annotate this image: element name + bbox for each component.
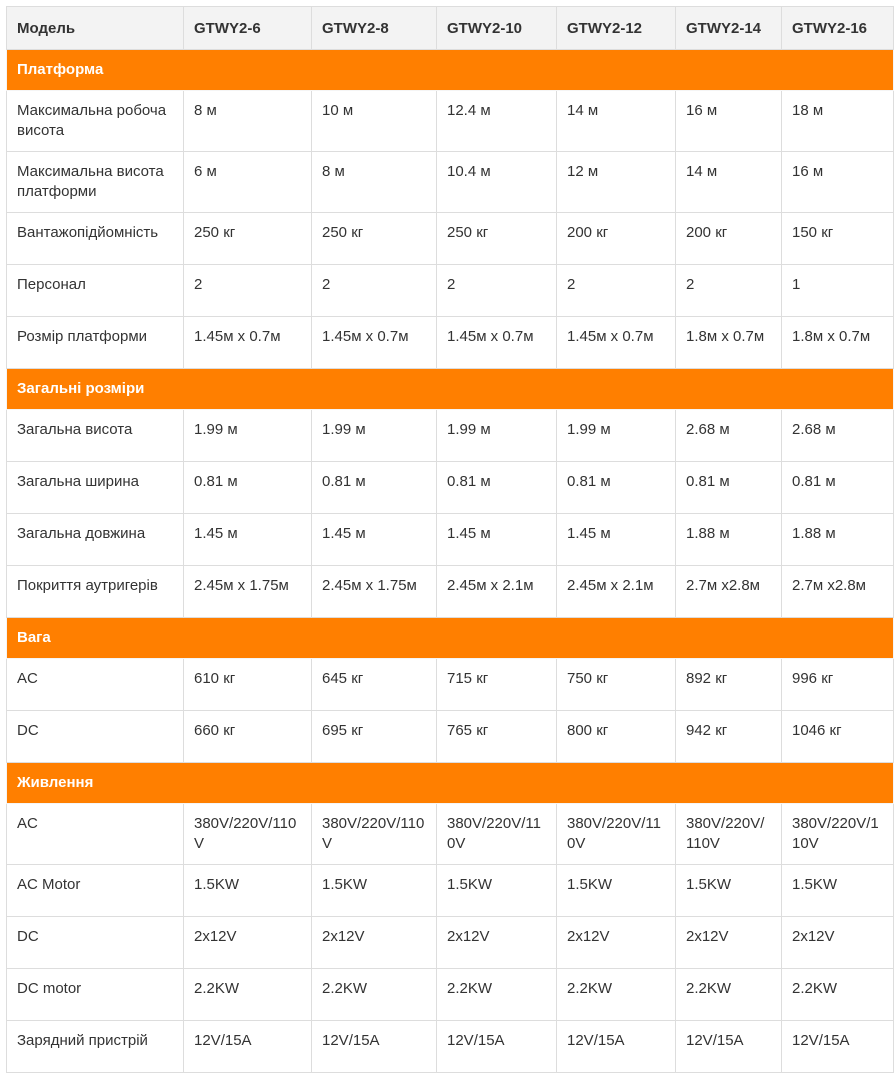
section-header <box>7 369 894 410</box>
cell-value: 2x12V <box>437 917 557 969</box>
cell-value: 12V/15A <box>312 1021 437 1073</box>
cell-value: 2.2KW <box>557 969 676 1021</box>
cell-value: 750 кг <box>557 659 676 711</box>
table-row <box>7 969 894 1021</box>
cell-value: 2.45м х 2.1м <box>437 566 557 618</box>
cell-value: 1.45 м <box>184 514 312 566</box>
table-row <box>7 462 894 514</box>
cell-value: 12 м <box>557 152 676 213</box>
model-header: GTWY2-16 <box>782 7 894 50</box>
spec-table-wrapper <box>6 6 893 1073</box>
model-header: GTWY2-8 <box>312 7 437 50</box>
cell-value: 2.45м х 2.1м <box>557 566 676 618</box>
model-header: GTWY2-14 <box>676 7 782 50</box>
cell-value: 645 кг <box>312 659 437 711</box>
cell-value: 765 кг <box>437 711 557 763</box>
cell-value: 8 м <box>184 91 312 152</box>
table-row <box>7 152 894 213</box>
cell-value: 380V/220V/110V <box>184 804 312 865</box>
row-label: AC <box>7 659 184 711</box>
cell-value: 1046 кг <box>782 711 894 763</box>
cell-value: 150 кг <box>782 213 894 265</box>
row-label: Зарядний пристрій <box>7 1021 184 1073</box>
cell-value: 1.99 м <box>437 410 557 462</box>
cell-value: 200 кг <box>676 213 782 265</box>
row-label: DC <box>7 711 184 763</box>
cell-value: 1.88 м <box>782 514 894 566</box>
table-row <box>7 1021 894 1073</box>
table-row <box>7 514 894 566</box>
cell-value: 2 <box>557 265 676 317</box>
cell-value: 380V/220V/110V <box>557 804 676 865</box>
header-row <box>7 7 894 50</box>
cell-value: 0.81 м <box>782 462 894 514</box>
cell-value: 12V/15A <box>676 1021 782 1073</box>
section-title: Загальні розміри <box>7 369 894 410</box>
cell-value: 250 кг <box>437 213 557 265</box>
cell-value: 250 кг <box>184 213 312 265</box>
cell-value: 660 кг <box>184 711 312 763</box>
cell-value: 10.4 м <box>437 152 557 213</box>
cell-value: 2.7м х2.8м <box>676 566 782 618</box>
table-row <box>7 410 894 462</box>
cell-value: 10 м <box>312 91 437 152</box>
cell-value: 1.45 м <box>557 514 676 566</box>
model-header: GTWY2-12 <box>557 7 676 50</box>
cell-value: 2x12V <box>557 917 676 969</box>
cell-value: 1.99 м <box>312 410 437 462</box>
cell-value: 12V/15A <box>437 1021 557 1073</box>
model-header: GTWY2-10 <box>437 7 557 50</box>
cell-value: 1.5KW <box>782 865 894 917</box>
cell-value: 2x12V <box>312 917 437 969</box>
cell-value: 2x12V <box>676 917 782 969</box>
cell-value: 1.88 м <box>676 514 782 566</box>
cell-value: 6 м <box>184 152 312 213</box>
cell-value: 1.99 м <box>184 410 312 462</box>
table-row <box>7 317 894 369</box>
row-label: Загальна довжина <box>7 514 184 566</box>
cell-value: 2x12V <box>782 917 894 969</box>
cell-value: 14 м <box>676 152 782 213</box>
cell-value: 2 <box>184 265 312 317</box>
cell-value: 1.45 м <box>437 514 557 566</box>
table-row <box>7 566 894 618</box>
cell-value: 12V/15A <box>782 1021 894 1073</box>
cell-value: 2.7м х2.8м <box>782 566 894 618</box>
cell-value: 1.5KW <box>184 865 312 917</box>
table-row <box>7 213 894 265</box>
table-row <box>7 865 894 917</box>
cell-value: 14 м <box>557 91 676 152</box>
cell-value: 2 <box>676 265 782 317</box>
cell-value: 2.2KW <box>184 969 312 1021</box>
cell-value: 942 кг <box>676 711 782 763</box>
section-header <box>7 763 894 804</box>
table-row <box>7 91 894 152</box>
cell-value: 1.45м х 0.7м <box>437 317 557 369</box>
row-label: Вантажопідйомність <box>7 213 184 265</box>
cell-value: 200 кг <box>557 213 676 265</box>
cell-value: 1.45м х 0.7м <box>312 317 437 369</box>
cell-value: 18 м <box>782 91 894 152</box>
table-row <box>7 265 894 317</box>
cell-value: 2.68 м <box>782 410 894 462</box>
section-header <box>7 618 894 659</box>
cell-value: 2.45м х 1.75м <box>184 566 312 618</box>
table-row <box>7 711 894 763</box>
cell-value: 800 кг <box>557 711 676 763</box>
row-label: Персонал <box>7 265 184 317</box>
cell-value: 380V/220V/110V <box>676 804 782 865</box>
cell-value: 12V/15A <box>557 1021 676 1073</box>
cell-value: 380V/220V/110V <box>312 804 437 865</box>
cell-value: 1.45м х 0.7м <box>557 317 676 369</box>
table-row <box>7 804 894 865</box>
cell-value: 380V/220V/110V <box>437 804 557 865</box>
cell-value: 1.8м х 0.7м <box>782 317 894 369</box>
row-label: Максимальна робоча висота <box>7 91 184 152</box>
spec-table <box>6 6 894 1073</box>
cell-value: 2 <box>312 265 437 317</box>
cell-value: 0.81 м <box>557 462 676 514</box>
row-label: DC motor <box>7 969 184 1021</box>
cell-value: 2.2KW <box>312 969 437 1021</box>
cell-value: 1.8м х 0.7м <box>676 317 782 369</box>
cell-value: 892 кг <box>676 659 782 711</box>
cell-value: 16 м <box>782 152 894 213</box>
cell-value: 1 <box>782 265 894 317</box>
model-header-label: Модель <box>7 7 184 50</box>
cell-value: 12.4 м <box>437 91 557 152</box>
cell-value: 2x12V <box>184 917 312 969</box>
row-label: DC <box>7 917 184 969</box>
cell-value: 2 <box>437 265 557 317</box>
cell-value: 1.5KW <box>312 865 437 917</box>
row-label: Покриття аутригерів <box>7 566 184 618</box>
cell-value: 695 кг <box>312 711 437 763</box>
section-title: Живлення <box>7 763 894 804</box>
cell-value: 0.81 м <box>312 462 437 514</box>
cell-value: 1.5KW <box>676 865 782 917</box>
row-label: Загальна ширина <box>7 462 184 514</box>
cell-value: 0.81 м <box>437 462 557 514</box>
section-header <box>7 50 894 91</box>
cell-value: 2.45м х 1.75м <box>312 566 437 618</box>
table-row <box>7 917 894 969</box>
cell-value: 610 кг <box>184 659 312 711</box>
cell-value: 250 кг <box>312 213 437 265</box>
model-header: GTWY2-6 <box>184 7 312 50</box>
cell-value: 715 кг <box>437 659 557 711</box>
cell-value: 2.2KW <box>782 969 894 1021</box>
cell-value: 1.5KW <box>557 865 676 917</box>
row-label: Максимальна висота платформи <box>7 152 184 213</box>
cell-value: 8 м <box>312 152 437 213</box>
section-title: Платформа <box>7 50 894 91</box>
cell-value: 2.68 м <box>676 410 782 462</box>
cell-value: 1.99 м <box>557 410 676 462</box>
row-label: Розмір платформи <box>7 317 184 369</box>
cell-value: 0.81 м <box>676 462 782 514</box>
cell-value: 1.5KW <box>437 865 557 917</box>
cell-value: 1.45 м <box>312 514 437 566</box>
cell-value: 2.2KW <box>676 969 782 1021</box>
cell-value: 1.45м х 0.7м <box>184 317 312 369</box>
cell-value: 380V/220V/110V <box>782 804 894 865</box>
cell-value: 2.2KW <box>437 969 557 1021</box>
cell-value: 996 кг <box>782 659 894 711</box>
table-row <box>7 659 894 711</box>
cell-value: 0.81 м <box>184 462 312 514</box>
row-label: Загальна висота <box>7 410 184 462</box>
row-label: AC <box>7 804 184 865</box>
cell-value: 12V/15A <box>184 1021 312 1073</box>
cell-value: 16 м <box>676 91 782 152</box>
row-label: AC Motor <box>7 865 184 917</box>
section-title: Вага <box>7 618 894 659</box>
